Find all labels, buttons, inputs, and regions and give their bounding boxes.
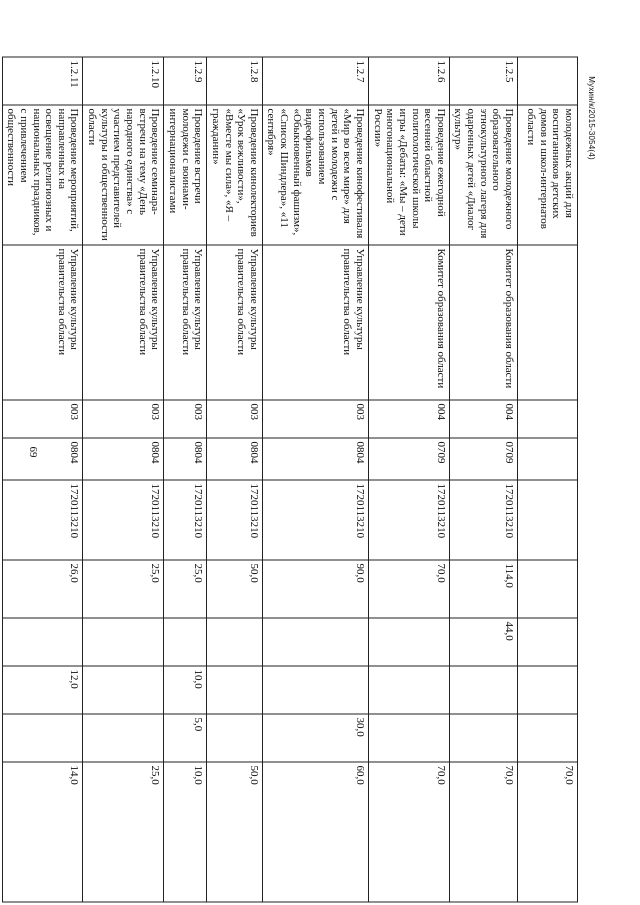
- budget-code-3: 1720113210: [83, 480, 164, 560]
- budget-code-2: 0804: [2, 438, 83, 480]
- year-3-value: [368, 714, 449, 762]
- row-number: 1.2.5: [449, 57, 517, 105]
- year-4-value: 70,0: [449, 762, 517, 902]
- row-number: 1.2.7: [262, 57, 368, 105]
- year-3-value: [518, 714, 578, 762]
- year-2-value: [83, 666, 164, 714]
- year-1-value: [83, 618, 164, 666]
- budget-code-2: 0804: [262, 438, 368, 480]
- executor: Комитет образования области: [368, 245, 449, 400]
- budget-code-1: 004: [368, 400, 449, 438]
- year-1-value: [207, 618, 263, 666]
- row-number: [518, 57, 578, 105]
- table-row: [207, 57, 263, 902]
- year-3-value: [2, 714, 83, 762]
- measure-name: Проведение ежегодной весенней областной политологической школы игры «Дебаты: «Мы – дети многонациональной России»: [368, 105, 449, 245]
- executor: Управление культуры правительства области: [2, 245, 83, 400]
- total-value: 90,0: [262, 560, 368, 618]
- year-4-value: 70,0: [368, 762, 449, 902]
- measure-name: Проведение встречи молодежи с воинами-интернационалистами: [164, 105, 207, 245]
- year-4-value: 10,0: [164, 762, 207, 902]
- budget-code-2: 0804: [83, 438, 164, 480]
- row-number: 1.2.6: [368, 57, 449, 105]
- year-3-value: [83, 714, 164, 762]
- row-number: 1.2.8: [207, 57, 263, 105]
- budget-code-2: 0709: [368, 438, 449, 480]
- total-value: 26,0: [2, 560, 83, 618]
- budget-code-3: 1720113210: [164, 480, 207, 560]
- document-code: Мухин/к/2015-3054(4): [587, 76, 596, 160]
- year-1-value: 44,0: [449, 618, 517, 666]
- total-value: [518, 560, 578, 618]
- total-value: 25,0: [164, 560, 207, 618]
- executor: Управление культуры правительства области: [83, 245, 164, 400]
- year-4-value: 25,0: [83, 762, 164, 902]
- year-1-value: [2, 618, 83, 666]
- year-1-value: [368, 618, 449, 666]
- budget-code-2: [518, 438, 578, 480]
- year-1-value: [518, 618, 578, 666]
- total-value: 70,0: [368, 560, 449, 618]
- year-2-value: 12,0: [2, 666, 83, 714]
- measure-name: Проведение кинолекториев «Урок вежливости», «Вместе мы сила», «Я – гражданин»: [207, 105, 263, 245]
- table-row: [164, 57, 207, 902]
- total-value: 25,0: [83, 560, 164, 618]
- budget-code-1: 003: [164, 400, 207, 438]
- year-2-value: [207, 666, 263, 714]
- budget-code-3: 1720113210: [368, 480, 449, 560]
- row-number: 1.2.10: [83, 57, 164, 105]
- table-row: [518, 57, 578, 902]
- year-1-value: [164, 618, 207, 666]
- budget-code-2: 0709: [449, 438, 517, 480]
- budget-code-1: 004: [449, 400, 517, 438]
- budget-code-1: 003: [207, 400, 263, 438]
- year-2-value: 10,0: [164, 666, 207, 714]
- table-row: [262, 57, 368, 902]
- budget-code-3: 1720113210: [262, 480, 368, 560]
- year-1-value: [262, 618, 368, 666]
- budget-code-1: 003: [83, 400, 164, 438]
- row-number: 1.2.9: [164, 57, 207, 105]
- executor: Управление культуры правительства области: [207, 245, 263, 400]
- budget-code-1: [518, 400, 578, 438]
- year-4-value: 14,0: [2, 762, 83, 902]
- year-2-value: [449, 666, 517, 714]
- year-3-value: 30,0: [262, 714, 368, 762]
- year-4-value: 70,0: [518, 762, 578, 902]
- measure-name: Проведение семинара-встречи на тему «День народного единства» с участием представителей культуры и общественности области: [83, 105, 164, 245]
- budget-code-3: [518, 480, 578, 560]
- measure-name: Проведение молодежного образовательного этнокультурного лагеря для одаренных детей «Диалог культур»: [449, 105, 517, 245]
- measure-name: Проведение кинофестиваля «Мир во всем мире» для детей и молодежи с использованием видеофильмов «Обыкновенный фашизм», «Список Шиндлера», «11 сентября»: [262, 105, 368, 245]
- year-4-value: 50,0: [207, 762, 263, 902]
- executor: [518, 245, 578, 400]
- total-value: 50,0: [207, 560, 263, 618]
- executor: Управление культуры правительства области: [164, 245, 207, 400]
- page-number: 69: [27, 446, 39, 458]
- year-4-value: 60,0: [262, 762, 368, 902]
- budget-code-2: 0804: [207, 438, 263, 480]
- year-2-value: [262, 666, 368, 714]
- budget-code-3: 1720113210: [2, 480, 83, 560]
- budget-code-1: 003: [2, 400, 83, 438]
- executor: Управление культуры правительства области: [262, 245, 368, 400]
- budget-code-3: 1720113210: [449, 480, 517, 560]
- table-row: [449, 57, 517, 902]
- year-2-value: [518, 666, 578, 714]
- table-row: [2, 57, 83, 902]
- total-value: 114,0: [449, 560, 517, 618]
- row-number: 1.2.11: [2, 57, 83, 105]
- table-row: [368, 57, 449, 902]
- budget-code-2: 0804: [164, 438, 207, 480]
- budget-code-1: 003: [262, 400, 368, 438]
- year-3-value: [449, 714, 517, 762]
- measures-table: [2, 57, 578, 903]
- executor: Комитет образования области: [449, 245, 517, 400]
- year-3-value: 5,0: [164, 714, 207, 762]
- year-3-value: [207, 714, 263, 762]
- year-2-value: [368, 666, 449, 714]
- budget-code-3: 1720113210: [207, 480, 263, 560]
- measure-name: молодежных акций для воспитанников детских домов и школ-интернатов области: [518, 105, 578, 245]
- measure-name: Проведение мероприятий, направленных на освещение религиозных и национальных праздников, с привлечением общественности: [2, 105, 83, 245]
- table-row: [83, 57, 164, 902]
